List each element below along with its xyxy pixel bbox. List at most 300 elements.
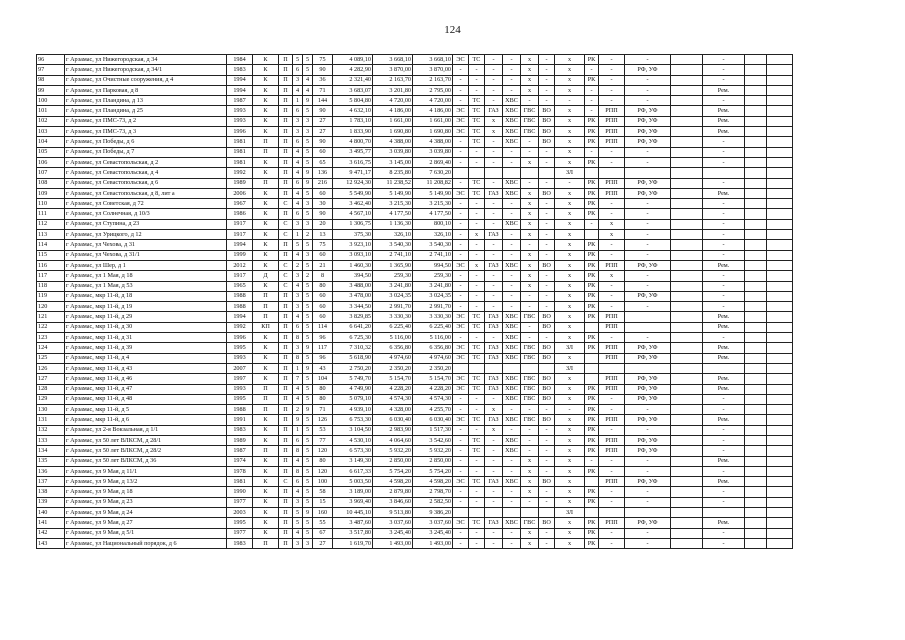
table-cell: 375,30 [333, 230, 373, 240]
table-cell: 104 [37, 137, 65, 147]
table-cell: ХВС [503, 333, 521, 343]
table-cell: ЭС [453, 415, 469, 425]
table-cell: 5 [303, 394, 313, 404]
table-cell: - [469, 250, 485, 260]
table-cell: - [539, 240, 555, 250]
table-cell [767, 394, 793, 404]
table-row [37, 466, 793, 476]
table-cell [767, 209, 793, 219]
table-cell: 1994 [227, 75, 253, 85]
table-cell [585, 477, 599, 487]
table-cell: 121 [37, 312, 65, 322]
table-cell: 6 225,40 [373, 322, 413, 332]
table-cell: 36 [313, 75, 333, 85]
table-cell: 5 [303, 291, 313, 301]
table-cell [745, 487, 767, 497]
table-cell: х [521, 271, 539, 281]
table-row [37, 374, 793, 384]
table-cell: 6 030,40 [413, 415, 453, 425]
table-cell: 3 215,30 [373, 199, 413, 209]
table-cell [745, 291, 767, 301]
table-cell: - [453, 302, 469, 312]
table-cell: 1 493,00 [413, 538, 453, 548]
table-cell: 1 136,30 [373, 219, 413, 229]
table-cell: - [485, 446, 503, 456]
table-cell: 1994 [227, 240, 253, 250]
table-cell [745, 477, 767, 487]
table-cell: ХВС [503, 384, 521, 394]
table-cell: х [555, 127, 585, 137]
table-row [37, 302, 793, 312]
table-cell: 3 [293, 302, 303, 312]
table-cell [767, 487, 793, 497]
table-cell: 9 386,20 [413, 508, 453, 518]
housing-register-table [36, 54, 793, 549]
table-cell [625, 322, 671, 332]
table-cell [767, 333, 793, 343]
table-cell: - [539, 147, 555, 157]
table-cell: 3 [303, 127, 313, 137]
table-cell: П [279, 240, 293, 250]
table-cell: х [555, 281, 585, 291]
table-cell: - [585, 219, 599, 229]
table-cell: П [279, 178, 293, 188]
table-cell: С [279, 260, 293, 270]
table-cell: 67 [313, 528, 333, 538]
table-cell: 5 [303, 240, 313, 250]
table-cell: 1995 [227, 343, 253, 353]
table-cell: 4 255,70 [413, 405, 453, 415]
table-cell: РК [585, 446, 599, 456]
table-cell [745, 374, 767, 384]
table-cell: 60 [313, 302, 333, 312]
table-cell: х [555, 394, 585, 404]
table-cell: П [279, 333, 293, 343]
table-cell: 4 [303, 85, 313, 95]
table-cell [745, 333, 767, 343]
table-cell: х [555, 199, 585, 209]
table-cell: 3 [293, 538, 303, 548]
table-cell: - [539, 85, 555, 95]
table-cell: - [469, 147, 485, 157]
table-cell: 115 [37, 250, 65, 260]
table-cell: 5 [303, 435, 313, 445]
table-cell: 4 186,00 [373, 106, 413, 116]
table-cell: 3 241,80 [373, 281, 413, 291]
table-cell: РК [585, 127, 599, 137]
table-cell: РФ, УФ [625, 260, 671, 270]
table-cell: 5 [303, 477, 313, 487]
table-cell: 11 238,52 [373, 178, 413, 188]
table-cell [539, 168, 555, 178]
table-cell: РК [585, 302, 599, 312]
table-cell: 125 [37, 353, 65, 363]
table-cell: П [253, 291, 279, 301]
table-cell: С [279, 271, 293, 281]
table-cell: - [625, 250, 671, 260]
table-cell: К [253, 363, 279, 373]
table-cell [745, 127, 767, 137]
table-cell: 5 [303, 209, 313, 219]
table-cell: РПП [599, 446, 625, 456]
table-cell: - [599, 281, 625, 291]
table-cell: ГАЗ [485, 518, 503, 528]
table-cell: - [539, 271, 555, 281]
table-cell: 127 [37, 374, 65, 384]
table-cell [585, 353, 599, 363]
table-row [37, 415, 793, 425]
table-cell: - [453, 209, 469, 219]
table-cell: ГВС [521, 106, 539, 116]
table-cell [745, 394, 767, 404]
table-cell: КП [253, 322, 279, 332]
table-cell: - [599, 157, 625, 167]
table-cell [767, 405, 793, 415]
address-cell: г Арзамас, ул Советская, д 72 [65, 199, 227, 209]
table-cell: ЭС [453, 374, 469, 384]
table-cell: П [279, 147, 293, 157]
table-cell [767, 168, 793, 178]
table-cell: - [585, 456, 599, 466]
table-cell: 5 [303, 497, 313, 507]
table-cell: П [279, 188, 293, 198]
table-cell: П [253, 538, 279, 548]
table-cell: 1993 [227, 353, 253, 363]
table-cell: 21 [313, 260, 333, 270]
table-cell: РПП [599, 374, 625, 384]
table-cell: 100 [313, 477, 333, 487]
table-cell: - [453, 456, 469, 466]
table-cell: - [453, 425, 469, 435]
table-cell: ХВС [503, 518, 521, 528]
table-cell: 1987 [227, 96, 253, 106]
table-cell: 1 517,30 [413, 425, 453, 435]
table-cell: РК [585, 240, 599, 250]
table-cell: 6 [293, 322, 303, 332]
table-cell: - [469, 538, 485, 548]
table-cell: - [703, 333, 745, 343]
table-cell: х [521, 260, 539, 270]
table-cell: - [485, 466, 503, 476]
table-cell: 4 [293, 85, 303, 95]
table-cell: 1 833,90 [333, 127, 373, 137]
table-cell: РПП [599, 188, 625, 198]
table-cell: х [521, 188, 539, 198]
table-cell [745, 508, 767, 518]
address-cell: г Арзамас, мкр 11-й, д 43 [65, 363, 227, 373]
table-cell: П [279, 497, 293, 507]
table-cell: РФ, УФ [625, 477, 671, 487]
table-cell: - [585, 85, 599, 95]
table-cell: 1 460,30 [333, 260, 373, 270]
table-cell: ВО [539, 415, 555, 425]
table-cell: - [703, 528, 745, 538]
table-cell [745, 322, 767, 332]
table-cell: ХВС [503, 116, 521, 126]
table-cell: - [503, 281, 521, 291]
table-cell: 3 542,60 [413, 435, 453, 445]
table-cell: К [253, 230, 279, 240]
table-cell: - [485, 271, 503, 281]
table-cell: 3 668,10 [373, 55, 413, 65]
table-cell [745, 538, 767, 548]
table-cell [469, 363, 485, 373]
table-row [37, 55, 793, 65]
table-cell: П [279, 374, 293, 384]
table-cell: 142 [37, 528, 65, 538]
table-cell: 53 [313, 425, 333, 435]
table-cell: 6 356,80 [373, 343, 413, 353]
table-cell: 110 [37, 199, 65, 209]
table-cell: РПП [599, 384, 625, 394]
table-cell: - [539, 487, 555, 497]
table-cell: 4 [293, 456, 303, 466]
table-cell: 7 630,20 [413, 168, 453, 178]
table-cell: ВО [539, 260, 555, 270]
table-cell: - [453, 240, 469, 250]
table-cell: х [599, 219, 625, 229]
table-cell: х [555, 147, 585, 157]
table-cell: 30 [313, 199, 333, 209]
table-cell [671, 157, 703, 167]
table-cell: 71 [313, 405, 333, 415]
table-cell: - [625, 85, 671, 95]
table-cell: - [453, 333, 469, 343]
table-cell: - [485, 333, 503, 343]
table-cell: 3 488,00 [333, 281, 373, 291]
table-cell: 126 [37, 363, 65, 373]
table-cell: - [521, 425, 539, 435]
table-cell: - [485, 75, 503, 85]
table-cell: - [469, 209, 485, 219]
table-cell: 3 [303, 250, 313, 260]
table-cell: х [555, 415, 585, 425]
table-cell: 75 [313, 55, 333, 65]
table-cell [671, 240, 703, 250]
table-cell: 3 [293, 127, 303, 137]
table-cell: РФ, УФ [625, 353, 671, 363]
table-cell: х [521, 199, 539, 209]
table-cell: 5 [303, 65, 313, 75]
table-cell: ХВС [503, 178, 521, 188]
table-cell: 3 540,30 [413, 240, 453, 250]
table-row [37, 333, 793, 343]
table-cell [503, 508, 521, 518]
address-cell: г Арзамас, ул Пландина, д 13 [65, 96, 227, 106]
table-cell: 3 039,80 [373, 147, 413, 157]
table-cell: 103 [37, 127, 65, 137]
table-cell: РК [585, 518, 599, 528]
table-cell: - [555, 178, 585, 188]
table-cell: 1917 [227, 230, 253, 240]
table-cell: 80 [313, 281, 333, 291]
table-cell: 90 [313, 137, 333, 147]
table-cell: Рем. [703, 518, 745, 528]
table-cell: - [503, 456, 521, 466]
table-cell: К [253, 85, 279, 95]
table-cell: - [453, 75, 469, 85]
table-cell [767, 85, 793, 95]
table-cell: 4 574,30 [373, 394, 413, 404]
table-cell: С [279, 219, 293, 229]
table-cell: - [485, 394, 503, 404]
table-cell: 90 [313, 209, 333, 219]
table-cell: П [279, 528, 293, 538]
table-cell: 160 [313, 508, 333, 518]
table-cell: 6 [293, 106, 303, 116]
table-cell: х [555, 65, 585, 75]
table-cell: - [599, 528, 625, 538]
table-cell [745, 446, 767, 456]
table-row [37, 250, 793, 260]
address-cell: г Арзамас, ул Национальный порядок, д 6 [65, 538, 227, 548]
table-cell: РК [585, 209, 599, 219]
table-cell: 15 [313, 497, 333, 507]
table-cell [745, 466, 767, 476]
table-cell: - [485, 147, 503, 157]
table-cell: 1 306,75 [333, 219, 373, 229]
table-cell: РФ, УФ [625, 446, 671, 456]
table-cell: 2012 [227, 260, 253, 270]
table-cell: - [625, 302, 671, 312]
table-cell: 9 [293, 415, 303, 425]
table-cell: - [521, 497, 539, 507]
table-cell [745, 518, 767, 528]
table-cell [625, 508, 671, 518]
table-cell: - [521, 96, 539, 106]
table-cell: П [279, 508, 293, 518]
table-cell: х [555, 85, 585, 95]
table-cell: - [599, 250, 625, 260]
table-cell: ТС [469, 477, 485, 487]
table-cell [767, 75, 793, 85]
table-cell: Рем. [703, 353, 745, 363]
table-cell: 1988 [227, 291, 253, 301]
table-cell [469, 508, 485, 518]
table-cell: ЭС [453, 116, 469, 126]
table-cell: х [555, 219, 585, 229]
table-cell: - [485, 302, 503, 312]
table-cell: 1917 [227, 219, 253, 229]
table-cell: К [253, 188, 279, 198]
table-cell: ТС [469, 96, 485, 106]
table-cell: - [521, 446, 539, 456]
table-cell [745, 199, 767, 209]
table-cell: - [453, 157, 469, 167]
table-cell [671, 65, 703, 75]
table-cell: 3 683,07 [333, 85, 373, 95]
table-cell: - [485, 281, 503, 291]
table-cell: ГВС [521, 127, 539, 137]
table-cell: ХВС [503, 446, 521, 456]
table-cell: х [555, 137, 585, 147]
table-cell: - [453, 178, 469, 188]
table-cell [671, 528, 703, 538]
table-cell: 4 388,00 [413, 137, 453, 147]
table-cell: 1989 [227, 435, 253, 445]
table-cell: 2003 [227, 508, 253, 518]
address-cell: г Арзамас, ул Севастопольская, д 4 [65, 168, 227, 178]
table-row [37, 168, 793, 178]
table-cell: - [503, 230, 521, 240]
table-cell [453, 363, 469, 373]
table-cell: 122 [37, 322, 65, 332]
table-cell [671, 538, 703, 548]
table-cell: х [555, 435, 585, 445]
table-cell: - [539, 230, 555, 240]
table-cell: П [279, 106, 293, 116]
table-cell: 101 [37, 106, 65, 116]
table-cell: 5 [303, 260, 313, 270]
address-cell: г Арзамас, ул Очистные сооружения, д 4 [65, 75, 227, 85]
table-cell: 27 [313, 116, 333, 126]
table-cell: РК [585, 75, 599, 85]
table-cell: - [539, 466, 555, 476]
table-cell: - [485, 219, 503, 229]
table-cell: 5 932,20 [373, 446, 413, 456]
table-cell: К [253, 260, 279, 270]
table-cell: 111 [37, 209, 65, 219]
table-cell: - [703, 435, 745, 445]
table-cell: 3 478,00 [333, 291, 373, 301]
address-cell: г Арзамас, ул Нижегородская, д 34/1 [65, 65, 227, 75]
table-row [37, 405, 793, 415]
table-cell: 3 [303, 199, 313, 209]
table-cell: 3 [293, 219, 303, 229]
table-cell: 109 [37, 188, 65, 198]
table-cell: 1984 [227, 55, 253, 65]
table-cell: - [625, 528, 671, 538]
table-row [37, 157, 793, 167]
address-cell: г Арзамас, ул 9 Мая, д 5/1 [65, 528, 227, 538]
table-cell [745, 137, 767, 147]
table-cell: 2 163,70 [373, 75, 413, 85]
table-cell: - [599, 55, 625, 65]
table-cell: х [555, 425, 585, 435]
table-cell: 4 [293, 384, 303, 394]
table-cell [703, 508, 745, 518]
table-cell: П [279, 343, 293, 353]
table-cell: 118 [37, 281, 65, 291]
table-cell: ТС [469, 374, 485, 384]
table-cell: 130 [37, 405, 65, 415]
table-cell: 5 149,90 [413, 188, 453, 198]
table-row [37, 343, 793, 353]
table-cell: 4 177,50 [413, 209, 453, 219]
table-cell: 5 [303, 466, 313, 476]
table-cell: РК [585, 415, 599, 425]
table-cell: ХВС [503, 477, 521, 487]
table-cell [767, 312, 793, 322]
table-cell: 136 [37, 466, 65, 476]
table-cell: - [539, 65, 555, 75]
table-cell: - [539, 425, 555, 435]
table-cell: 1992 [227, 322, 253, 332]
table-cell: - [503, 250, 521, 260]
table-cell: - [703, 405, 745, 415]
table-cell: 134 [37, 446, 65, 456]
table-cell: - [539, 209, 555, 219]
table-cell: - [469, 219, 485, 229]
table-cell: ВО [539, 343, 555, 353]
table-cell: 5 154,70 [413, 374, 453, 384]
table-cell: 96 [313, 333, 333, 343]
table-cell: 13 [313, 230, 333, 240]
table-cell: - [485, 157, 503, 167]
table-cell: 1 619,70 [333, 538, 373, 548]
table-cell: 5 [303, 518, 313, 528]
table-cell: РК [585, 497, 599, 507]
